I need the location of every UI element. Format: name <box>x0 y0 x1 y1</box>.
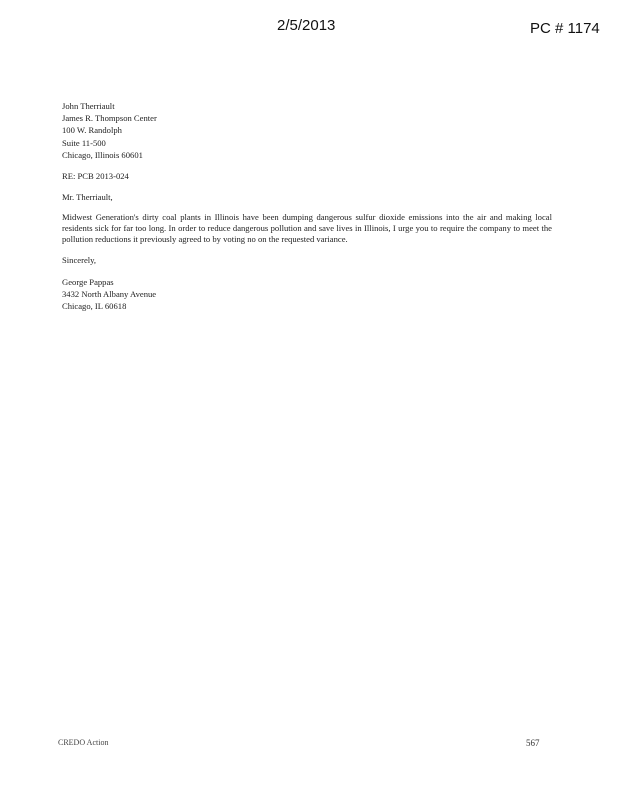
closing: Sincerely, <box>62 255 97 266</box>
salutation: Mr. Therriault, <box>62 192 113 203</box>
recipient-line: John Therriault <box>62 101 115 111</box>
signature-block <box>62 276 552 313</box>
header-pc-number: PC # 1174 <box>530 20 600 37</box>
footer-source: CREDO Action <box>58 738 109 747</box>
recipient-line: Suite 11-500 <box>62 137 106 148</box>
re-line: RE: PCB 2013-024 <box>62 171 129 182</box>
recipient-address <box>62 100 552 161</box>
signature-line: George Pappas <box>62 276 114 287</box>
letter <box>62 100 552 312</box>
signature-line: Chicago, IL 60618 <box>62 301 127 312</box>
recipient-line: 100 W. Randolph <box>62 125 122 136</box>
letter-body: Midwest Generation's dirty coal plants in Illinois have been dumping dangerous sulfur dioxide emissions into the air and making local residents sick for far too long. In order to reduce dangerous pollution and save lives in Illinois, I urge you to require the company to meet the pollution reductions it previously agreed to by voting no on the requested variance. <box>62 212 552 245</box>
footer-page-number: 567 <box>526 738 540 748</box>
signature-line: 3432 North Albany Avenue <box>62 288 157 299</box>
header-date: 2/5/2013 <box>277 17 336 34</box>
recipient-line: James R. Thompson Center <box>62 113 157 124</box>
recipient-line: Chicago, Illinois 60601 <box>62 149 143 160</box>
